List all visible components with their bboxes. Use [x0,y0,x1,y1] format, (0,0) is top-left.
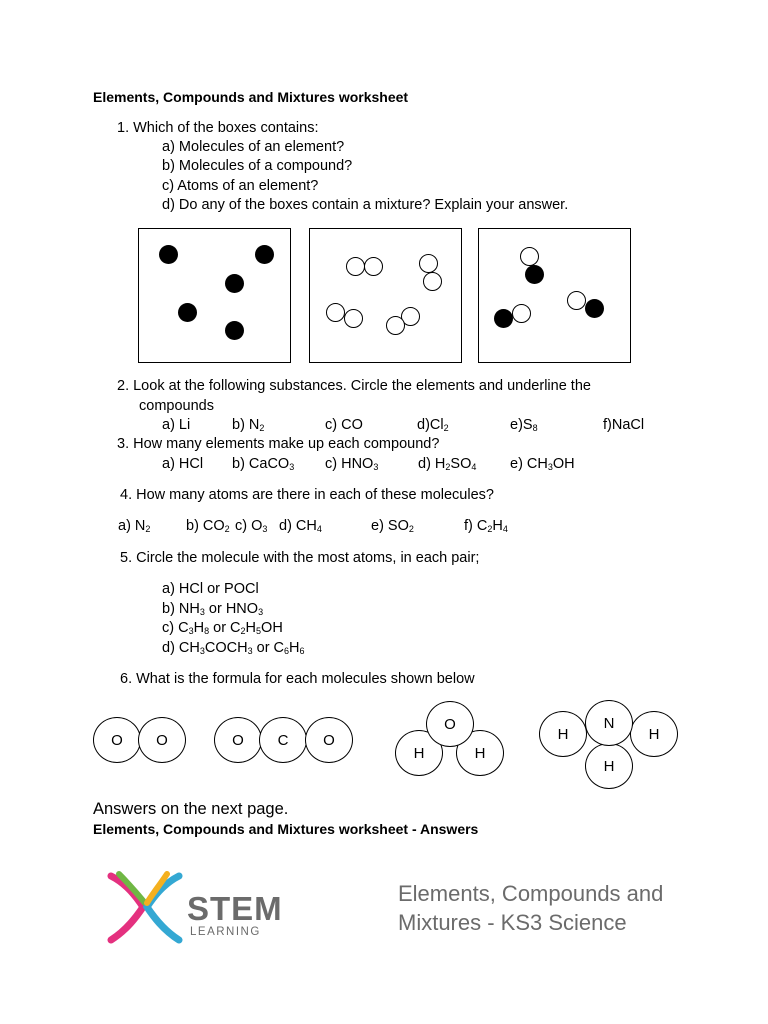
q4-option-c: c) $O_3$ [235,518,268,534]
atom-filled [225,274,244,293]
atom-open [344,309,363,328]
q5-option-c: c) $C_3H_8$ or $C_2H_5OH$ [162,620,283,636]
worksheet-title: Elements, Compounds and Mixtures worksheet [93,89,409,105]
q3-option-e: e) $CH_3OH$ [510,456,575,472]
molecule-1-atom-2: O [138,717,186,763]
molecule-2-atom-3: O [305,717,353,763]
question-1b: b) Molecules of a compound? [162,158,353,174]
molecule-2-atom-2: C [259,717,307,763]
q4-option-d: d) $CH_4$ [279,518,322,534]
atom-open [419,254,438,273]
atom-open [512,304,531,323]
logo-text-main: STEM [187,890,283,927]
question-1c: c) Atoms of an element? [162,178,319,194]
particle-box-2 [309,228,462,363]
q2-option-b: b) $N_2$ [232,417,265,433]
q3-option-a: a) HCl [162,456,204,472]
q4-option-b: b) $CO_2$ [186,518,230,534]
molecule-4-atom-4: H [585,743,633,789]
question-1d: d) Do any of the boxes contain a mixture? Explain your answer. [162,197,569,213]
answers-title: Elements, Compounds and Mixtures worksheet - Answers [93,821,479,837]
question-4-stem: 4. How many atoms are there in each of these molecules? [120,487,494,503]
atom-filled [159,245,178,264]
question-1a: a) Molecules of an element? [162,139,345,155]
q2-option-f: f)NaCl [603,417,645,433]
atom-filled [225,321,244,340]
stem-learning-logo [105,870,285,945]
q3-option-d: d) $H_2SO_4$ [418,456,477,472]
footer-title-line-1: Elements, Compounds and [398,881,664,906]
logo-text-sub: LEARNING [190,926,261,938]
q4-option-e: e) $SO_2$ [371,518,414,534]
atom-filled [255,245,274,264]
q4-option-f: f) $C_2H_4$ [464,518,508,534]
q5-option-b: b) $NH_3$ or $HNO_3$ [162,601,264,617]
molecule-1-atom-1: O [93,717,141,763]
question-5-stem: 5. Circle the molecule with the most atoms, in each pair; [120,550,480,566]
answers-note: Answers on the next page. [93,800,289,818]
footer-title-line-2: Mixtures - KS3 Science [398,910,627,935]
q2-option-d: $d)Cl_2$ [417,417,449,433]
question-6-stem: 6. What is the formula for each molecules shown below [120,671,475,687]
atom-filled [585,299,604,318]
q3-option-c: c) $HNO_3$ [325,456,379,472]
question-2-stem: 2. Look at the following substances. Circle the elements and underline the [117,378,591,394]
atom-filled [494,309,513,328]
q2-option-e: $e)S_8$ [510,417,538,433]
molecule-4-atom-2: H [539,711,587,757]
molecule-3-atom-2: H [395,730,443,776]
molecule-3-atom-3: H [456,730,504,776]
q2-option-c: c) CO [325,417,363,433]
particle-box-1 [138,228,291,363]
atom-filled [178,303,197,322]
q5-option-d: d) $CH_3COCH_3$ or $C_6H_6$ [162,640,305,656]
atom-open [567,291,586,310]
q2-option-a: a) Li [162,417,191,433]
molecule-3-atom-1: O [426,701,474,747]
atom-open [520,247,539,266]
stem-logo-mark-icon [105,870,185,945]
question-3-stem: 3. How many elements make up each compound? [117,436,440,452]
atom-open [346,257,365,276]
q3-option-b: b) CaCO$_3$ [232,456,295,472]
atom-open [423,272,442,291]
particle-box-3 [478,228,631,363]
atom-open [326,303,345,322]
q4-option-a: a) $N_2$ [118,518,151,534]
question-2-stem-cont: compounds [139,398,214,414]
molecule-2-atom-1: O [214,717,262,763]
atom-open [386,316,405,335]
question-1-stem: 1. Which of the boxes contains: [117,120,319,136]
molecule-4-atom-1: N [585,700,633,746]
atom-open [364,257,383,276]
molecule-4-atom-3: H [630,711,678,757]
atom-filled [525,265,544,284]
q5-option-a: a) HCl or POCl [162,581,259,597]
